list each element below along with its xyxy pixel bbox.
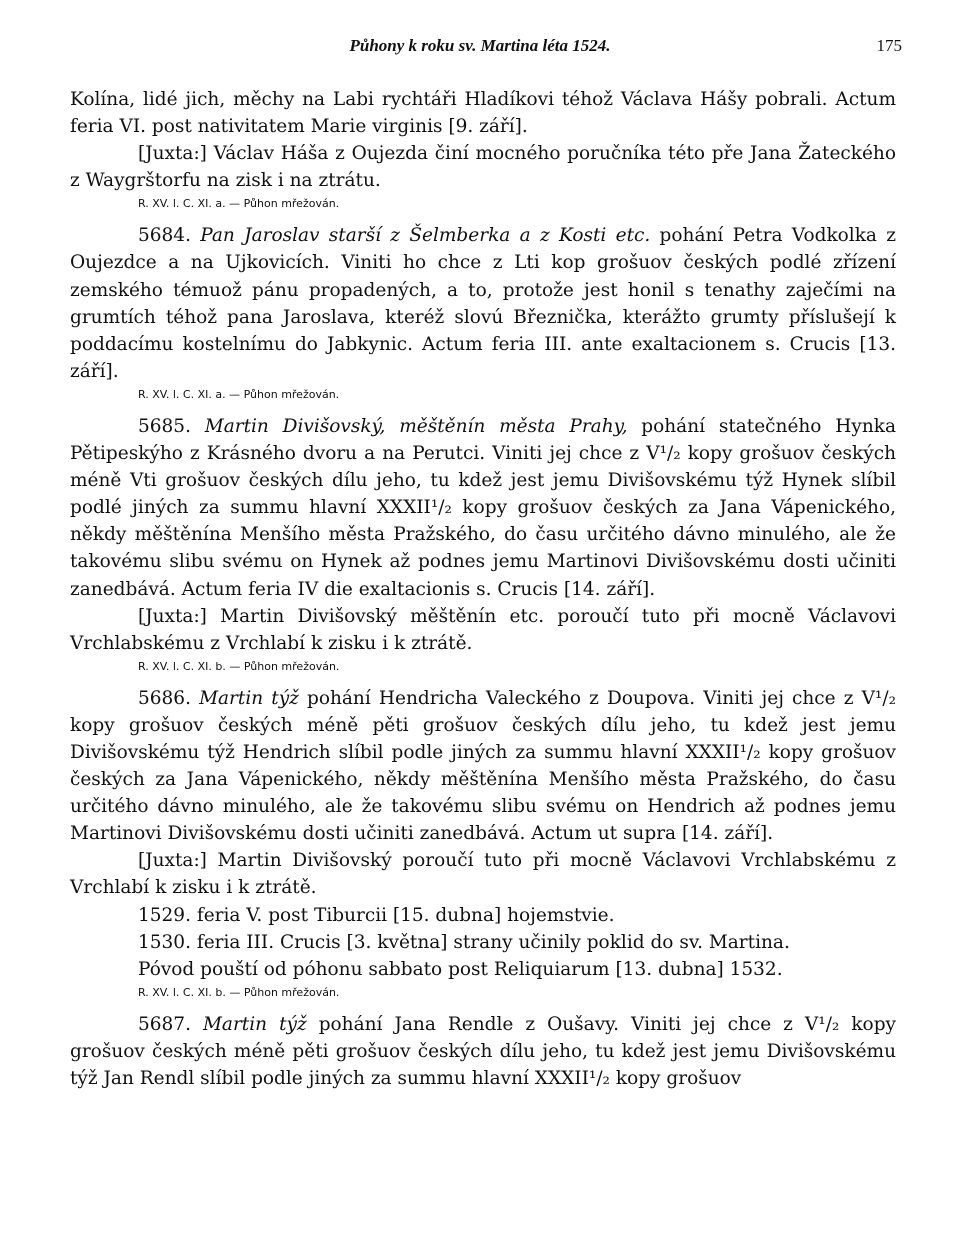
entry-plaintiff: Martin týž bbox=[202, 1013, 307, 1035]
page-number: 175 bbox=[876, 36, 902, 55]
dated-line: 1529. feria V. post Tiburcii [15. dubna] hojemstvie. bbox=[138, 904, 615, 926]
entry-5686 bbox=[70, 685, 896, 848]
archival-note: R. XV. l. C. XI. a. — Půhon mřežován. bbox=[138, 387, 340, 401]
entry-text: pohání Jana Rendle z Oušavy. Viniti jej chce z V¹/₂ kopy grošuov českých méně pěti grošuov českých dílu jeho, tu kdež jest jemu Divišovskému týž Jan Rendl slíbil podle jiných za summu hlavní XXXII¹/₂ kopy grošuov bbox=[70, 1013, 896, 1089]
entry-text: pohání Petra Vodkolka z Oujezdce a na Ujkovicích. Viniti ho chce z Lti kop grošuov českých podlé zřízení zemského témuož pánu propadených, a to, protože jest honil s tenathy zaječími na grumtích téhož pana Jaroslava, kteréž slovú Březnička, kterážto grumty příslušejí k poddacímu kostelnímu do Jabkynic. Actum feria III. ante exaltacionem s. Crucis [13. září]. bbox=[70, 225, 897, 382]
paragraph-continuation: Kolína, lidé jich, měchy na Labi rychtáři Hladíkovi téhož Václava Hášy pobrali. Actum feria VI. post nativitatem Marie virginis [9. září]. bbox=[70, 89, 896, 138]
body-text bbox=[70, 86, 896, 1092]
running-head: Půhony k roku sv. Martina léta 1524. bbox=[349, 36, 611, 55]
page-header bbox=[0, 36, 960, 66]
entry-plaintiff: Pan Jaroslav starší z Šelmberka a z Kosti etc. bbox=[200, 225, 651, 247]
entry-number: 5686. bbox=[138, 687, 191, 709]
archival-note: R. XV. l. C. XI. b. — Půhon mřežován. bbox=[138, 659, 340, 673]
archival-note: R. XV. l. C. XI. b. — Půhon mřežován. bbox=[138, 985, 340, 999]
entry-plaintiff: Martin Divišovský, měštěnín města Prahy, bbox=[204, 415, 628, 437]
dated-line: 1530. feria III. Crucis [3. května] strany učinily poklid do sv. Martina. bbox=[138, 931, 790, 953]
juxta-paragraph: [Juxta:] Václav Háša z Oujezda činí mocného poručníka této pře Jana Žateckého z Waygrštorfu na zisk i na ztrátu. bbox=[70, 143, 896, 192]
juxta-paragraph: [Juxta:] Martin Divišovský měštěnín etc. poroučí tuto při mocně Václavovi Vrchlabskému z Vrchlabí k zisku i k ztrátě. bbox=[70, 605, 896, 654]
juxta-paragraph: [Juxta:] Martin Divišovský poroučí tuto při mocně Václavovi Vrchlabskému z Vrchlabí k zisku i k ztrátě. bbox=[70, 850, 896, 899]
entry-5687 bbox=[70, 1011, 896, 1092]
entry-5684 bbox=[70, 222, 896, 385]
entry-number: 5685. bbox=[138, 415, 191, 437]
entry-plaintiff: Martin týž bbox=[199, 687, 299, 709]
entry-text: pohání statečného Hynka Pětipeskýho z Krásného dvoru a na Perutci. Viniti jej chce z V¹/₂ kopy grošuov českých méně Vti grošuov českých dílu jeho, tu kdež jest jemu Divišovskému týž Hynek slíbil podlé jiných za summu hlavní XXXII¹/₂ kopy grošuov českých za Jana Vápenického, někdy měštěnína Menšího města Pražského, do času určitého dávno minulého, ale že takovému slibu svému on Hynek až podnes jemu Martinovi Divišovskému dosti učiniti zanedbává. Actum feria IV die exaltacionis s. Crucis [14. září]. bbox=[70, 415, 896, 600]
entry-number: 5684. bbox=[138, 225, 191, 247]
entry-5685 bbox=[70, 413, 896, 603]
entry-text: pohání Hendricha Valeckého z Doupova. Viniti jej chce z V¹/₂ kopy grošuov českých méně pěti grošuov českých dílu jeho, tu kdež jest jemu Divišovskému týž Hendrich slíbil podle jiných za summu hlavní XXXII¹/₂ kopy grošuov českých za Jana Vápenického, někdy měštěnína Menšího města Pražského, do času určitého dávno minulého, ale že takovému slibu svému on Hendrich až podnes jemu Martinovi Divišovskému dosti učiniti zanedbává. Actum ut supra [14. září]. bbox=[70, 687, 896, 845]
dated-line: Póvod pouští od póhonu sabbato post Reliquiarum [13. dubna] 1532. bbox=[138, 958, 783, 980]
archival-note: R. XV. l. C. XI. a. — Půhon mřežován. bbox=[138, 197, 340, 211]
entry-number: 5687. bbox=[138, 1013, 191, 1035]
